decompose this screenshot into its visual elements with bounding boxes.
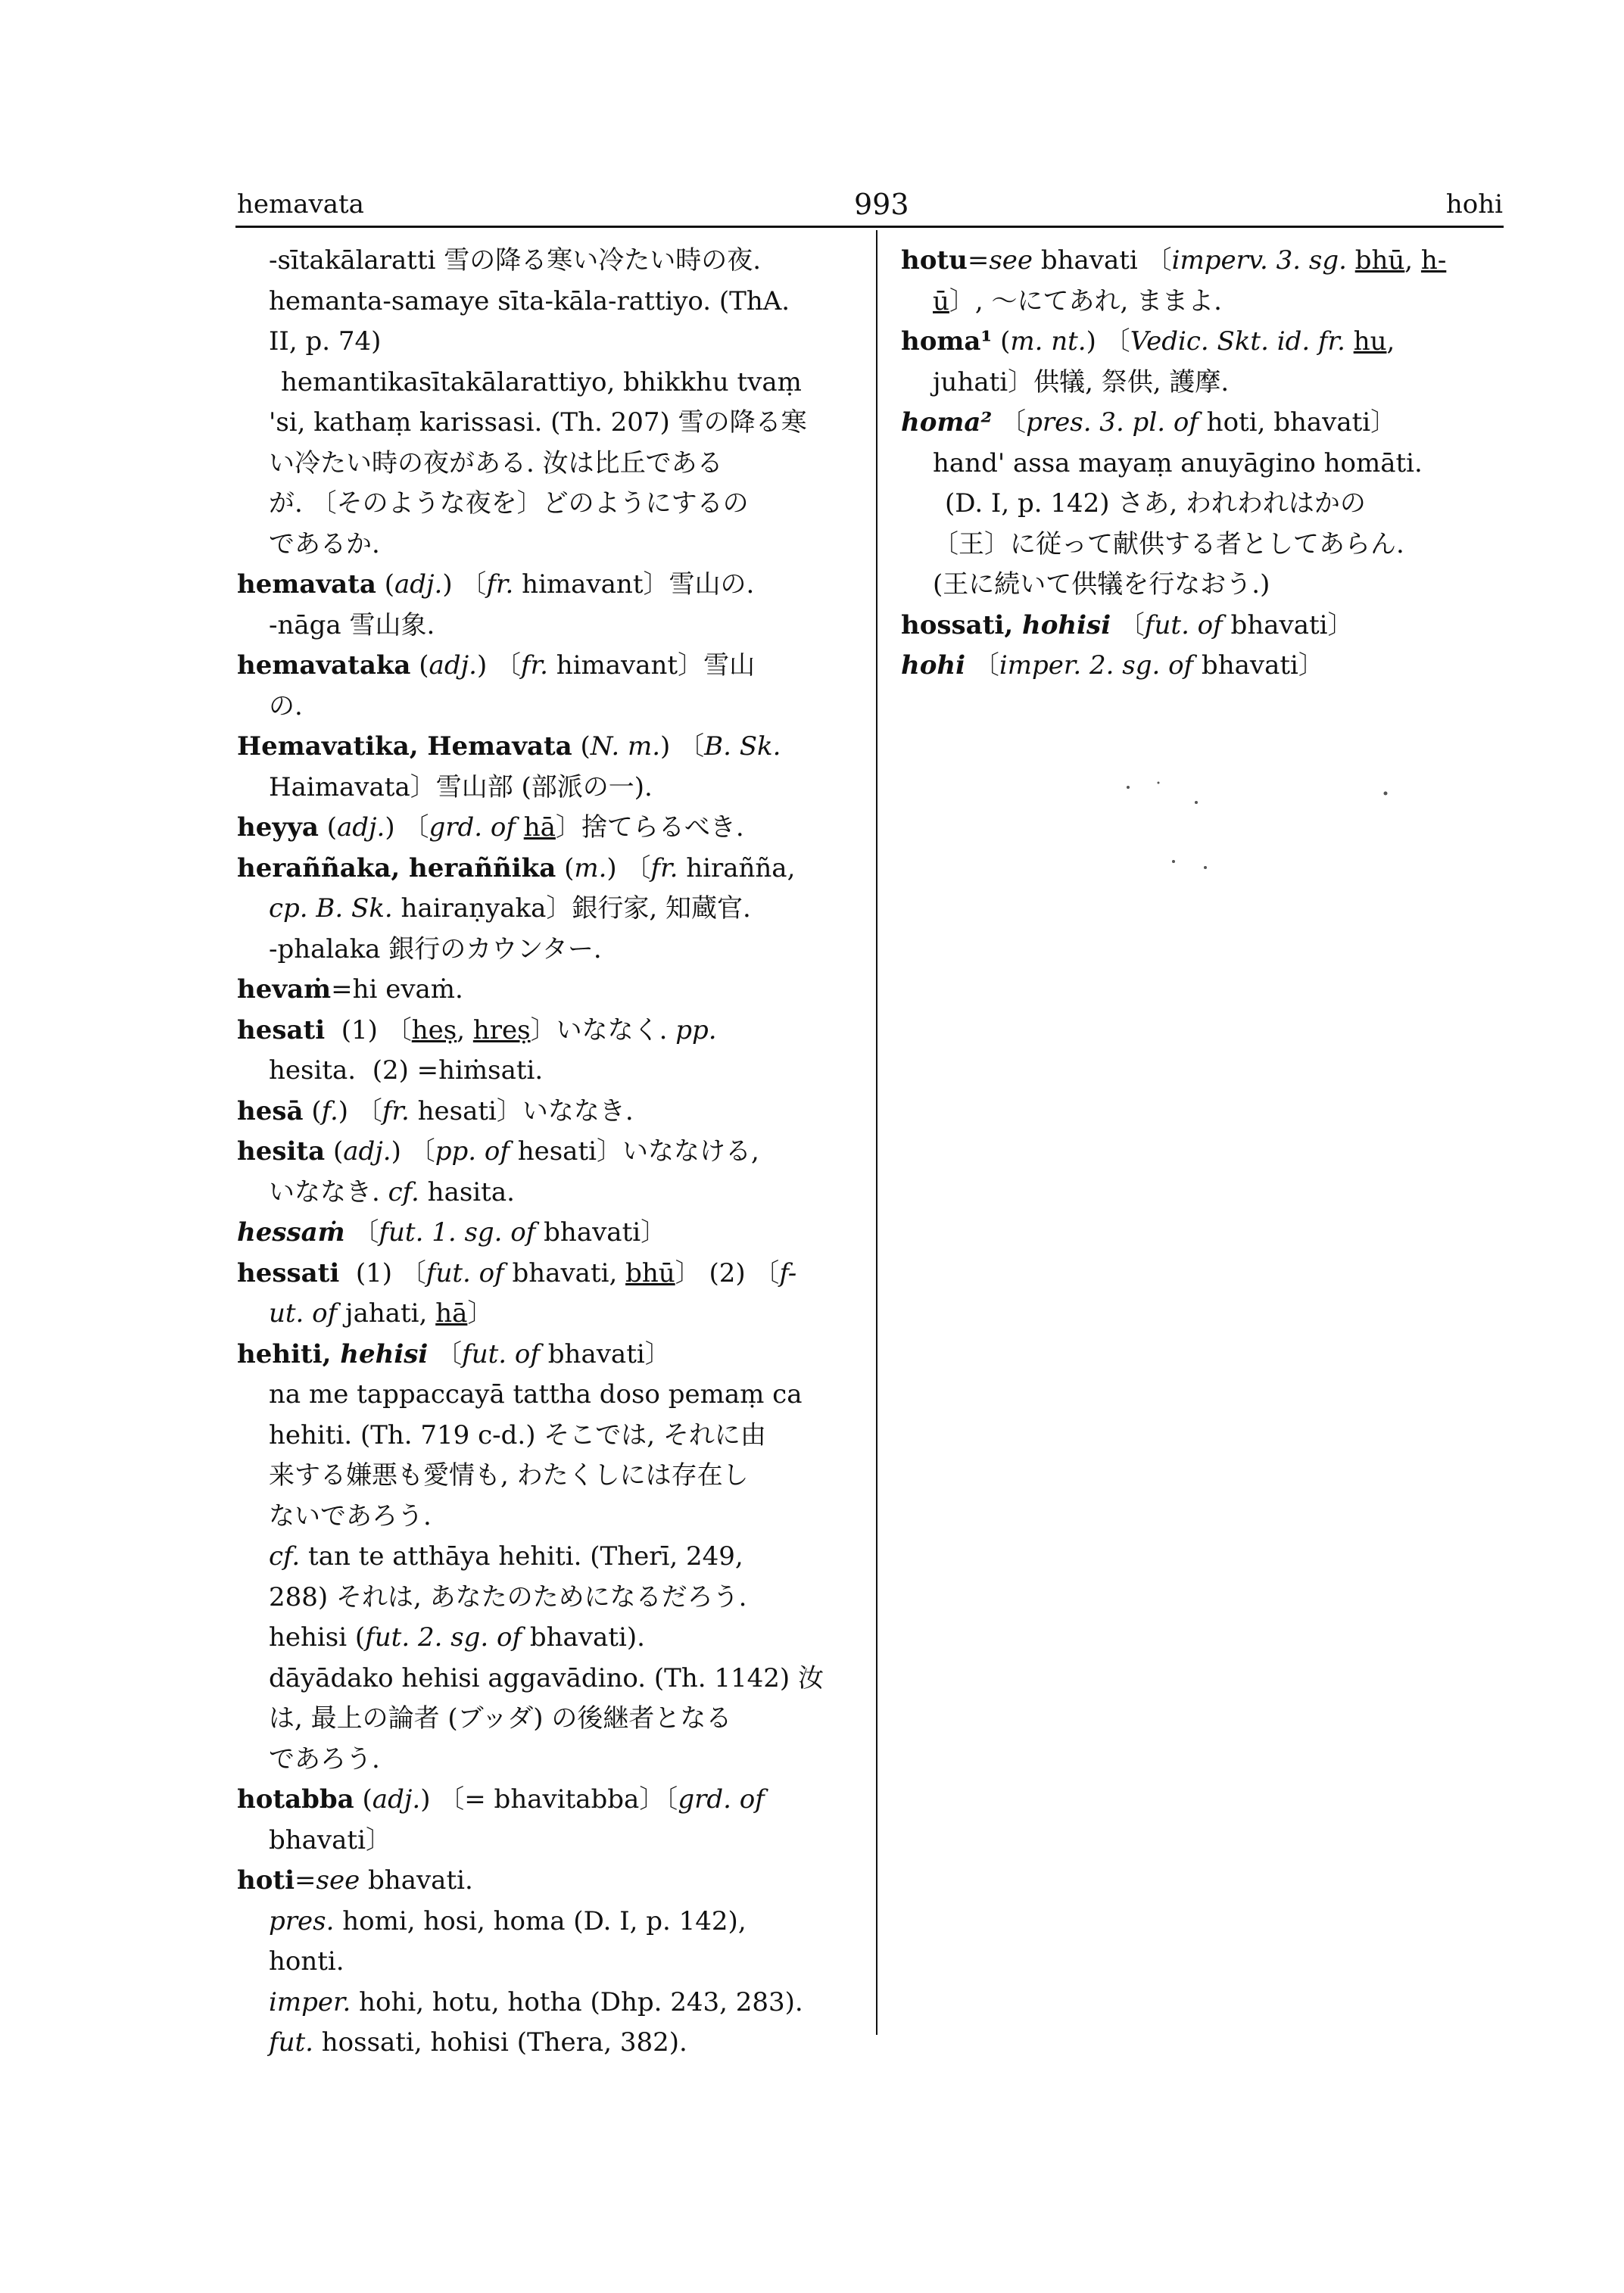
entry-text-run: adj. bbox=[343, 1136, 391, 1167]
entry-text-run: 〔 bbox=[1111, 609, 1145, 640]
entry-text-run: adj. bbox=[394, 569, 443, 600]
entry-text-run: 〕捨てらるべき. bbox=[555, 812, 744, 843]
entry-text-run: heraññaka, heraññika bbox=[237, 852, 556, 883]
entry-line: であろう. bbox=[269, 1743, 380, 1774]
entry-text-run: hu bbox=[1353, 326, 1387, 357]
entry-text-run: hotu bbox=[901, 245, 968, 276]
entry-text-run: cf. bbox=[388, 1176, 419, 1207]
entry-text-run: see bbox=[316, 1865, 360, 1896]
entry-text-run: ( bbox=[318, 812, 337, 843]
right-guide-word: hohi bbox=[1445, 189, 1503, 220]
entry-text-run: hesati〕いななき. bbox=[409, 1095, 634, 1126]
entry-line: は, 最上の論者 (ブッダ) の後継者となる bbox=[269, 1703, 732, 1734]
entry-text-run: Hemavatika, Hemavata bbox=[237, 731, 572, 762]
entry-line bbox=[237, 1618, 843, 1659]
entry-text-run: Vedic. Skt. id. fr. bbox=[1130, 326, 1345, 357]
entry-text-run: ū bbox=[933, 285, 949, 316]
entry-text-run: hemavata bbox=[237, 569, 376, 600]
entry-text-run: (1) 〔 bbox=[339, 1257, 426, 1288]
entry-text-run: bhavati〕 bbox=[539, 1338, 671, 1369]
entry-line bbox=[901, 322, 1507, 363]
entry-text-run: hohi, hotu, hotha (Dhp. 243, 283). bbox=[351, 1986, 803, 2017]
entry-line: 来する嫌悪も愛情も, わたくしには存在し bbox=[269, 1460, 749, 1491]
entry-line: hehiti. (Th. 719 c-d.) そこでは, それに由 bbox=[269, 1419, 766, 1450]
entry-text-run: いななき. bbox=[269, 1176, 388, 1207]
entry-line: 288) それは, あなたのためになるだろう. bbox=[269, 1581, 747, 1612]
entry-text-run: ( bbox=[572, 731, 591, 762]
entry-line bbox=[237, 1254, 843, 1294]
entry-text-run: f. bbox=[321, 1095, 338, 1126]
entry-text-run: 〔 bbox=[965, 650, 999, 681]
entry-text-run: , bbox=[1386, 326, 1395, 357]
entry-line bbox=[237, 1861, 843, 1902]
entry-line bbox=[901, 403, 1507, 444]
entry-text-run: 〕いななく. bbox=[530, 1014, 676, 1045]
entry-line bbox=[237, 1335, 843, 1375]
entry-line bbox=[237, 1537, 843, 1578]
entry-text-run: hesati〕いななける, bbox=[509, 1136, 759, 1167]
entry-text-run: pp. bbox=[675, 1014, 717, 1045]
entry-text-run: hoti, bhavati〕 bbox=[1198, 407, 1397, 438]
entry-line: (王に続いて供犠を行なおう.) bbox=[933, 569, 1270, 600]
entry-text-run: ( bbox=[410, 650, 429, 681]
entry-line bbox=[237, 1011, 843, 1051]
entry-text-run: h- bbox=[1420, 245, 1447, 276]
entry-text-run: B. Sk. bbox=[704, 731, 781, 762]
entry-line: honti. bbox=[269, 1946, 344, 1977]
entry-text-run: hohi bbox=[901, 650, 966, 681]
entry-text-run bbox=[1345, 326, 1354, 357]
entry-text-run: hesati bbox=[237, 1014, 326, 1045]
entry-text-run: hemavataka bbox=[237, 650, 411, 681]
entry-text-run: hehiti, bbox=[237, 1338, 341, 1369]
entry-text-run: 〕, ～にてあれ, ままよ. bbox=[949, 285, 1222, 316]
entry-line: hand' assa mayaṃ anuyāgino homāti. bbox=[933, 447, 1423, 478]
left-column bbox=[237, 241, 843, 2064]
entry-text-run: ut. of bbox=[269, 1298, 338, 1329]
entry-line bbox=[237, 1173, 843, 1213]
entry-line: -phalaka 銀行のカウンター. bbox=[269, 933, 602, 964]
entry-line: II, p. 74) bbox=[269, 326, 382, 357]
entry-line: が. 〔そのような夜を〕どのようにするの bbox=[269, 488, 749, 519]
entry-line bbox=[237, 1213, 843, 1254]
entry-line: hemanta-samaye sīta-kāla-rattiyo. (ThA. bbox=[269, 285, 790, 316]
entry-line bbox=[237, 1132, 843, 1173]
entry-text-run: pp. of bbox=[435, 1136, 510, 1167]
entry-text-run: hā bbox=[435, 1298, 468, 1329]
entry-text-run: m. nt. bbox=[1010, 326, 1086, 357]
entry-text-run: bhū bbox=[625, 1257, 675, 1288]
entry-text-run: fut. of bbox=[1144, 609, 1223, 640]
entry-line: (D. I, p. 142) さあ, われわれはかの bbox=[945, 488, 1366, 519]
entry-text-run: ) 〔= bhavitabba〕〔 bbox=[420, 1784, 678, 1815]
entry-line: bhavati〕 bbox=[269, 1824, 391, 1855]
entry-line: い冷たい時の夜がある. 汝は比丘である bbox=[269, 447, 723, 478]
entry-text-run: hesita bbox=[237, 1136, 326, 1167]
entry-text-run: ( bbox=[303, 1095, 322, 1126]
entry-text-run: fr. bbox=[486, 569, 514, 600]
entry-text-run: ) 〔 bbox=[476, 650, 522, 681]
entry-text-run bbox=[1347, 245, 1355, 276]
entry-text-run: fut. bbox=[269, 2027, 313, 2058]
entry-text-run: , bbox=[457, 1014, 473, 1045]
entry-text-run: adj. bbox=[336, 812, 385, 843]
entry-line: ないであろう. bbox=[269, 1500, 432, 1531]
entry-text-run: imperv. 3. sg. bbox=[1171, 245, 1347, 276]
entry-text-run: bhavati〕 bbox=[1193, 650, 1324, 681]
entry-text-run: hehisi ( bbox=[269, 1622, 366, 1653]
entry-text-run: grd. of bbox=[678, 1784, 765, 1815]
entry-text-run: 〔 bbox=[992, 407, 1027, 438]
entry-text-run: =hi evaṁ. bbox=[331, 974, 463, 1005]
entry-line bbox=[237, 1092, 843, 1132]
entry-text-run: imper. 2. sg. of bbox=[999, 650, 1194, 681]
entry-text-run: pres. 3. pl. of bbox=[1026, 407, 1199, 438]
entry-text-run: hirañña, bbox=[678, 852, 796, 883]
entry-line bbox=[237, 1983, 843, 2024]
entry-text-run: ( bbox=[992, 326, 1011, 357]
entry-line bbox=[237, 1902, 843, 1943]
entry-line: の. bbox=[269, 690, 303, 721]
entry-line: na me tappaccayā tattha doso pemaṃ ca bbox=[269, 1379, 803, 1410]
entry-line: Haimavata〕雪山部 (部派の一). bbox=[269, 771, 653, 802]
entry-text-run: f- bbox=[779, 1257, 797, 1288]
entry-text-run: cf. bbox=[269, 1541, 301, 1572]
entry-text-run: 〔 bbox=[428, 1338, 463, 1369]
entry-text-run: fut. 1. sg. of bbox=[379, 1217, 536, 1248]
entry-text-run: 〕 bbox=[467, 1298, 494, 1329]
entry-text-run: fr. bbox=[382, 1095, 410, 1126]
entry-text-run: fr. bbox=[650, 852, 678, 883]
entry-text-run: hessati bbox=[237, 1257, 340, 1288]
entry-text-run: ) 〔 bbox=[660, 731, 705, 762]
entry-line bbox=[237, 2023, 843, 2064]
entry-text-run: hairaṇyaka〕銀行家, 知蔵官. bbox=[392, 893, 751, 924]
entry-text-run: = bbox=[967, 245, 990, 276]
entry-line: hemantikasītakālarattiyo, bhikkhu tvaṃ bbox=[281, 366, 802, 397]
entry-text-run: ( bbox=[354, 1784, 372, 1815]
entry-text-run: hehisi bbox=[340, 1338, 429, 1369]
entry-text-run: = bbox=[295, 1865, 316, 1896]
entry-text-run: homi, hosi, homa (D. I, p. 142), bbox=[334, 1905, 747, 1936]
entry-line: であるか. bbox=[269, 528, 380, 559]
entry-line bbox=[237, 565, 843, 606]
entry-text-run: ) 〔 bbox=[385, 812, 429, 843]
right-column bbox=[901, 241, 1507, 687]
entry-text-run: ( bbox=[376, 569, 394, 600]
entry-line bbox=[237, 849, 843, 889]
entry-text-run: bhavati). bbox=[522, 1622, 645, 1653]
entry-text-run: see bbox=[989, 245, 1033, 276]
entry-text-run: adj. bbox=[429, 650, 477, 681]
entry-text-run: grd. of bbox=[429, 812, 516, 843]
entry-text-run: fut. of bbox=[462, 1338, 540, 1369]
entry-text-run: bhavati〕 bbox=[535, 1217, 667, 1248]
entry-line: -nāga 雪山象. bbox=[269, 609, 435, 640]
entry-line bbox=[901, 241, 1507, 282]
entry-text-run: bhavati 〔 bbox=[1033, 245, 1172, 276]
entry-line bbox=[237, 1780, 843, 1821]
entry-text-run: hevaṁ bbox=[237, 974, 332, 1005]
entry-text-run: fr. bbox=[521, 650, 548, 681]
entry-text-run: ) 〔 bbox=[1086, 326, 1130, 357]
entry-line: juhati〕供犠, 祭供, 護摩. bbox=[933, 366, 1230, 397]
entry-line bbox=[237, 646, 843, 687]
entry-text-run: fut. of bbox=[425, 1257, 504, 1288]
entry-line bbox=[237, 889, 843, 930]
entry-text-run: bhavati. bbox=[360, 1865, 473, 1896]
entry-text-run: heṣ bbox=[411, 1014, 457, 1045]
entry-line: dāyādako hehisi aggavādino. (Th. 1142) 汝 bbox=[269, 1662, 824, 1693]
entry-text-run: ) 〔 bbox=[338, 1095, 382, 1126]
entry-text-run: , bbox=[1404, 245, 1421, 276]
entry-text-run: hossati, hohisi (Thera, 382). bbox=[313, 2027, 687, 2058]
entry-text-run: himavant〕雪山の. bbox=[513, 569, 755, 600]
entry-line bbox=[237, 727, 843, 768]
entry-text-run: pres. bbox=[269, 1905, 335, 1936]
entry-text-run: himavant〕雪山 bbox=[547, 650, 756, 681]
entry-text-run: ( bbox=[325, 1136, 344, 1167]
entry-line bbox=[237, 1294, 843, 1335]
entry-text-run: tan te atthāya hehiti. (Therī, 249, bbox=[300, 1541, 743, 1572]
entry-line: 〔王〕に従って献供する者としてあらん. bbox=[933, 528, 1404, 559]
entry-text-run: 〕 (2) 〔 bbox=[675, 1257, 780, 1288]
entry-text-run: cp. B. Sk. bbox=[269, 893, 393, 924]
entry-line: hesita. (2) =hiṁsati. bbox=[269, 1055, 544, 1086]
entry-text-run: bhavati〕 bbox=[1222, 609, 1354, 640]
entry-text-run: bhū bbox=[1354, 245, 1405, 276]
left-guide-word: hemavata bbox=[237, 189, 364, 220]
entry-text-run: hasita. bbox=[419, 1176, 515, 1207]
entry-text-run: hesā bbox=[237, 1095, 304, 1126]
header-rule bbox=[235, 226, 1504, 228]
entry-text-run: hossati, bbox=[901, 609, 1023, 640]
scan-specks bbox=[1113, 780, 1416, 886]
entry-line bbox=[901, 282, 1507, 322]
entry-text-run: N. m. bbox=[590, 731, 661, 762]
entry-text-run: hotabba bbox=[237, 1784, 354, 1815]
entry-text-run: homa² bbox=[901, 407, 993, 438]
entry-text-run: hohisi bbox=[1022, 609, 1111, 640]
entry-text-run: ( bbox=[556, 852, 575, 883]
entry-text-run: hessaṁ bbox=[237, 1217, 345, 1248]
entry-line: 'si, kathaṃ karissasi. (Th. 207) 雪の降る寒 bbox=[269, 407, 807, 438]
column-divider bbox=[876, 230, 877, 2035]
entry-text-run: ) 〔 bbox=[442, 569, 487, 600]
page-number: 993 bbox=[854, 188, 909, 221]
entry-text-run: imper. bbox=[269, 1986, 351, 2017]
entry-text-run: hreṣ bbox=[472, 1014, 531, 1045]
entry-text-run: 〔 bbox=[344, 1217, 379, 1248]
entry-text-run: adj. bbox=[372, 1784, 421, 1815]
entry-text-run: jahati, bbox=[337, 1298, 436, 1329]
entry-text-run: bhavati, bbox=[503, 1257, 626, 1288]
entry-text-run: m. bbox=[574, 852, 607, 883]
entry-text-run: heyya bbox=[237, 812, 319, 843]
entry-text-run: (1) 〔 bbox=[325, 1014, 412, 1045]
entry-text-run: ) 〔 bbox=[606, 852, 651, 883]
entry-text-run: homa¹ bbox=[901, 326, 993, 357]
entry-line bbox=[901, 606, 1507, 646]
entry-text-run: hoti bbox=[237, 1865, 295, 1896]
entry-line bbox=[237, 808, 843, 849]
entry-line bbox=[901, 646, 1507, 687]
entry-text-run: ) 〔 bbox=[391, 1136, 435, 1167]
entry-text-run: fut. 2. sg. of bbox=[365, 1622, 522, 1653]
entry-text-run: hā bbox=[523, 812, 556, 843]
entry-line bbox=[237, 970, 843, 1011]
entry-text-run bbox=[516, 812, 524, 843]
entry-line: -sītakālaratti 雪の降る寒い冷たい時の夜. bbox=[269, 245, 762, 276]
